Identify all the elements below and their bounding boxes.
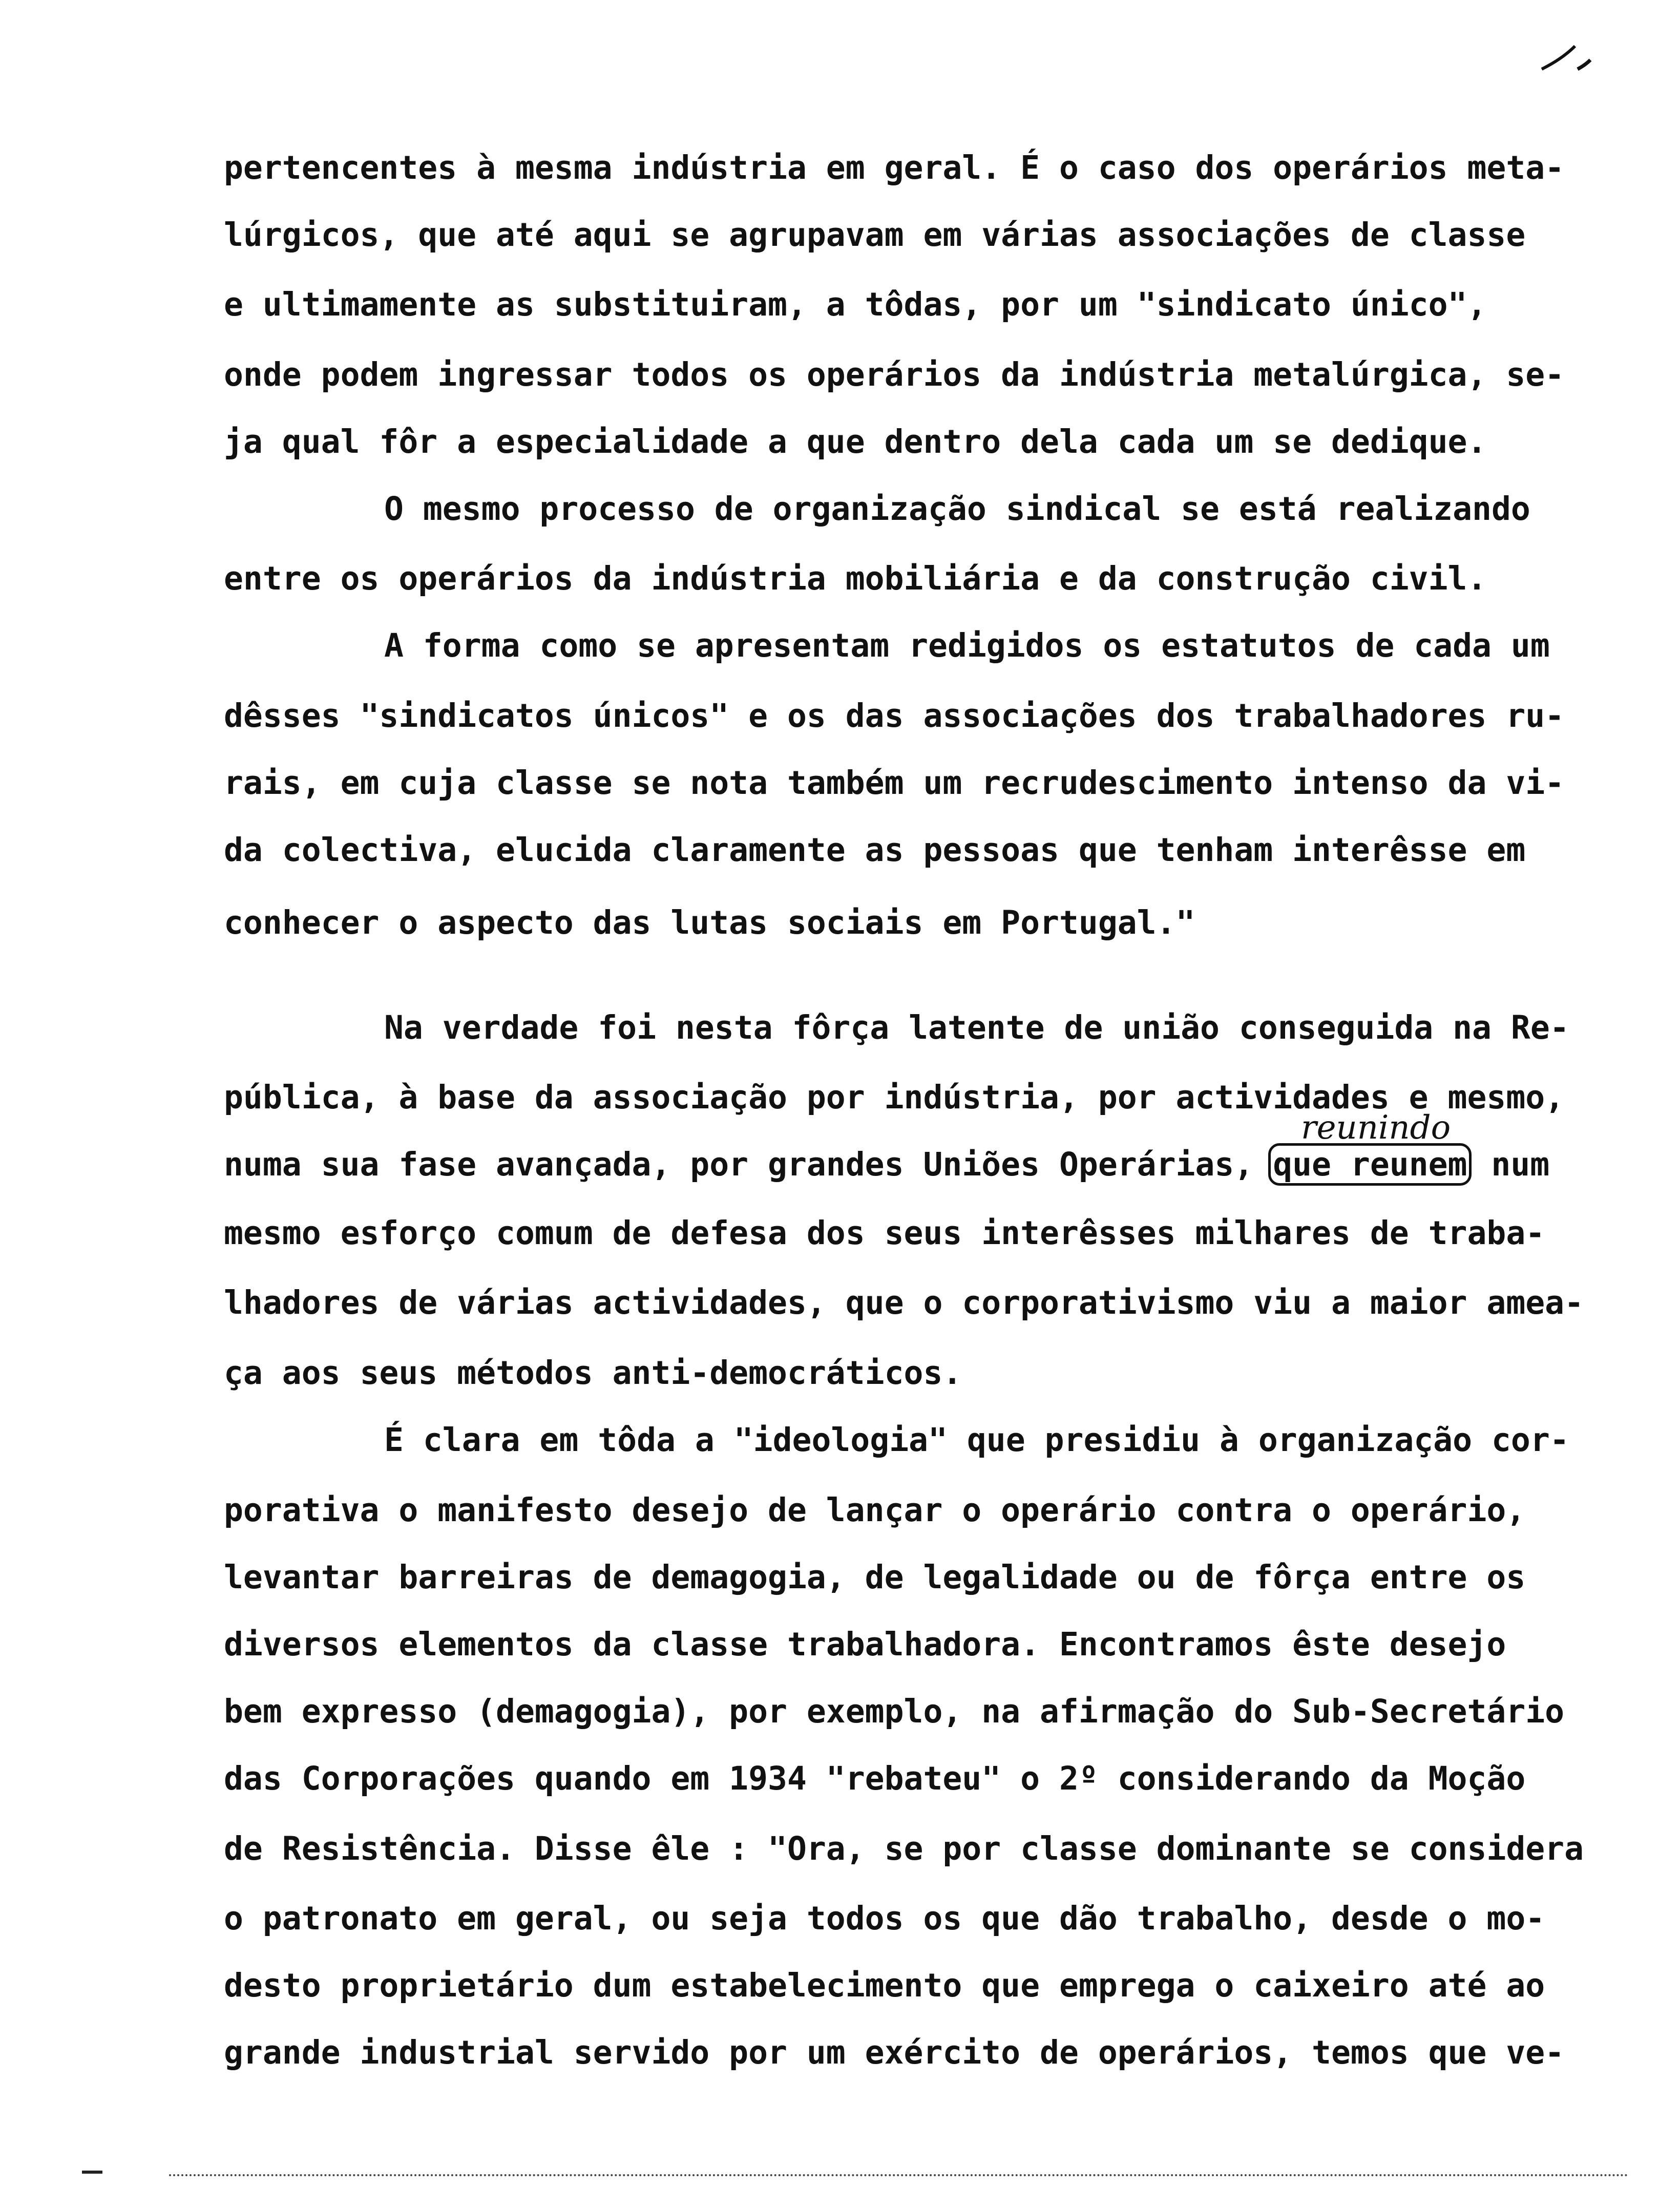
text-line: da colectiva, elucida claramente as pessoas que tenham interêsse em	[224, 831, 1526, 869]
text-line: rais, em cuja classe se nota também um recrudescimento intenso da vi-	[224, 764, 1565, 802]
text-line: ja qual fôr a especialidade a que dentro dela cada um se dedique.	[224, 423, 1487, 460]
text-line: levantar barreiras de demagogia, de legalidade ou de fôrça entre os	[224, 1559, 1526, 1596]
text-line: lúrgicos, que até aqui se agrupavam em várias associações de classe	[224, 216, 1526, 254]
text-line: de Resistência. Disse êle : "Ora, se por classe dominante se considera	[224, 1830, 1584, 1867]
circled-deletion: que reunem	[1268, 1143, 1472, 1186]
text-line: das Corporações quando em 1934 "rebateu" o 2º considerando da Moção	[224, 1760, 1526, 1797]
text-line: pública, à base da associação por indústria, por actividades e mesmo,	[224, 1079, 1565, 1116]
text-line: pertencentes à mesma indústria em geral. É o caso dos operários meta-	[224, 149, 1565, 186]
bottom-rule	[169, 2174, 1629, 2176]
text-line: onde podem ingressar todos os operários da indústria metalúrgica, se-	[224, 356, 1565, 393]
margin-mark	[82, 2171, 102, 2174]
text-line: porativa o manifesto desejo de lançar o operário contra o operário,	[224, 1491, 1526, 1529]
line-segment: numa sua fase avançada, por grandes Uniões Operárias,	[224, 1146, 1273, 1183]
text-line: ça aos seus métodos anti-democráticos.	[224, 1354, 962, 1392]
text-line: A forma como se apresentam redigidos os estatutos de cada um	[384, 627, 1550, 664]
text-line	[224, 1144, 1549, 1185]
text-line: grande industrial servido por um exército de operários, temos que ve-	[224, 2034, 1565, 2071]
text-line: lhadores de várias actividades, que o corporativismo viu a maior amea-	[224, 1284, 1584, 1321]
text-line: mesmo esforço comum de defesa dos seus interêsses milhares de traba-	[224, 1214, 1545, 1252]
line-segment: num	[1472, 1146, 1550, 1183]
text-line: dêsses "sindicatos únicos" e os das associações dos trabalhadores ru-	[224, 697, 1565, 734]
text-line: e ultimamente as substituiram, a tôdas, por um "sindicato único",	[224, 286, 1487, 323]
text-line: bem expresso (demagogia), por exemplo, na afirmação do Sub-Secretário	[224, 1693, 1565, 1730]
text-line: O mesmo processo de organização sindical se está realizando	[384, 490, 1530, 528]
handwritten-corner-mark	[1531, 38, 1598, 79]
text-line: o patronato em geral, ou seja todos os que dão trabalho, desde o mo-	[224, 1900, 1545, 1937]
text-line: diversos elementos da classe trabalhadora. Encontramos êste desejo	[224, 1626, 1506, 1663]
text-line: Na verdade foi nesta fôrça latente de união conseguida na Re-	[384, 1009, 1569, 1046]
text-line: desto proprietário dum estabelecimento que emprega o caixeiro até ao	[224, 1967, 1545, 2004]
text-line: entre os operários da indústria mobiliária e da construção civil.	[224, 560, 1487, 597]
handwritten-correction: reunindo	[1301, 1109, 1451, 1147]
text-line: conhecer o aspecto das lutas sociais em Portugal."	[224, 904, 1195, 941]
text-line: É clara em tôda a "ideologia" que presidiu à organização cor-	[384, 1421, 1569, 1459]
